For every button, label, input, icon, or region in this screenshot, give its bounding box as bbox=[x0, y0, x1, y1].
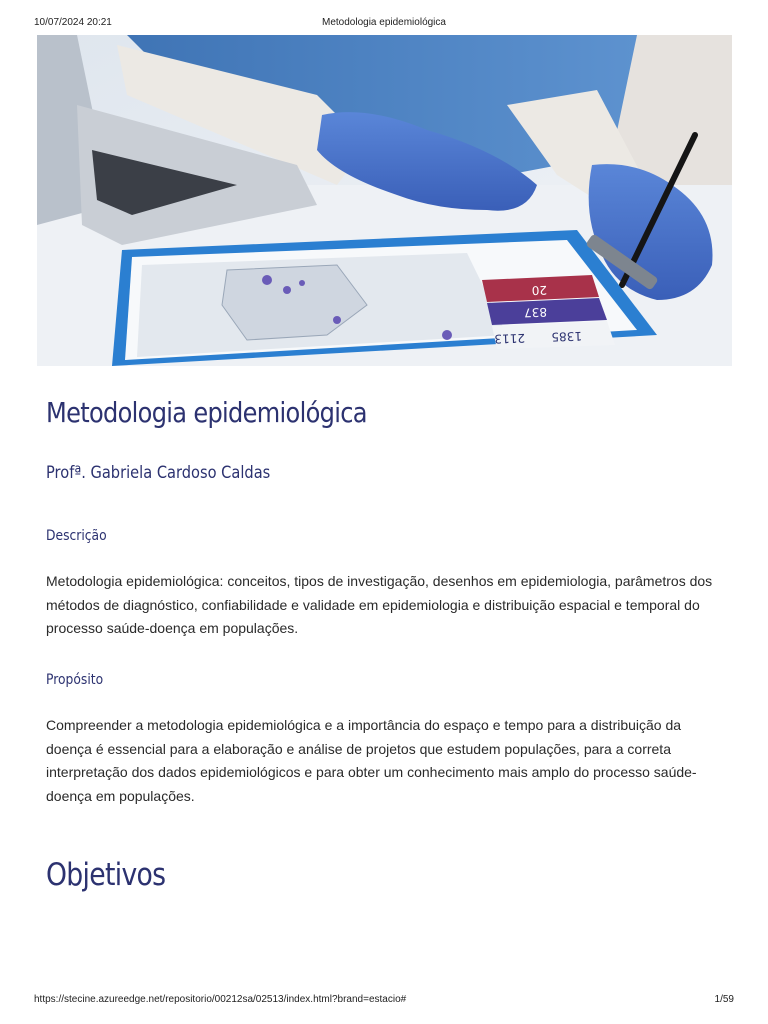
hero-photo-icon bbox=[37, 35, 732, 366]
hero-num-4: 2113 bbox=[494, 330, 526, 346]
print-footer bbox=[34, 994, 734, 1008]
purpose-text: Compreender a metodologia epidemiológica e a importância do espaço e tempo para a distribuição da doença é essencial para a elaboração e análise de projetos que estudem populações, para a correta interpretação dos dados epidemiológicos e para obter um conhecimento mais amplo do processo saúde-doença em populações. bbox=[46, 717, 697, 804]
purpose-label: Propósito bbox=[46, 672, 104, 688]
hero-num-3: 1385 bbox=[551, 328, 583, 344]
page-title: Metodologia epidemiológica bbox=[46, 396, 367, 429]
page-number: 1/59 bbox=[714, 994, 734, 1005]
hero-num-2: 837 bbox=[523, 304, 548, 320]
print-date: 10/07/2024 20:21 bbox=[34, 17, 112, 28]
hero-num-1: 20 bbox=[531, 282, 548, 298]
print-header bbox=[34, 17, 734, 31]
objectives-heading: Objetivos bbox=[46, 857, 166, 893]
author-name: Profª. Gabriela Cardoso Caldas bbox=[46, 463, 271, 483]
description-text: Metodologia epidemiológica: conceitos, tipos de investigação, desenhos em epidemiologia, parâmetros dos métodos de diagnóstico, confiabilidade e validade em epidemiologia e distribuição espacial e temporal do processo saúde-doença em populações. bbox=[46, 573, 713, 636]
hero-illustration bbox=[37, 35, 732, 366]
page-url-link[interactable]: https://stecine.azureedge.net/repositorio/00212sa/02513/index.html?brand=estacio# bbox=[34, 994, 407, 1005]
description-label: Descrição bbox=[46, 528, 107, 544]
print-title: Metodologia epidemiológica bbox=[322, 17, 446, 28]
